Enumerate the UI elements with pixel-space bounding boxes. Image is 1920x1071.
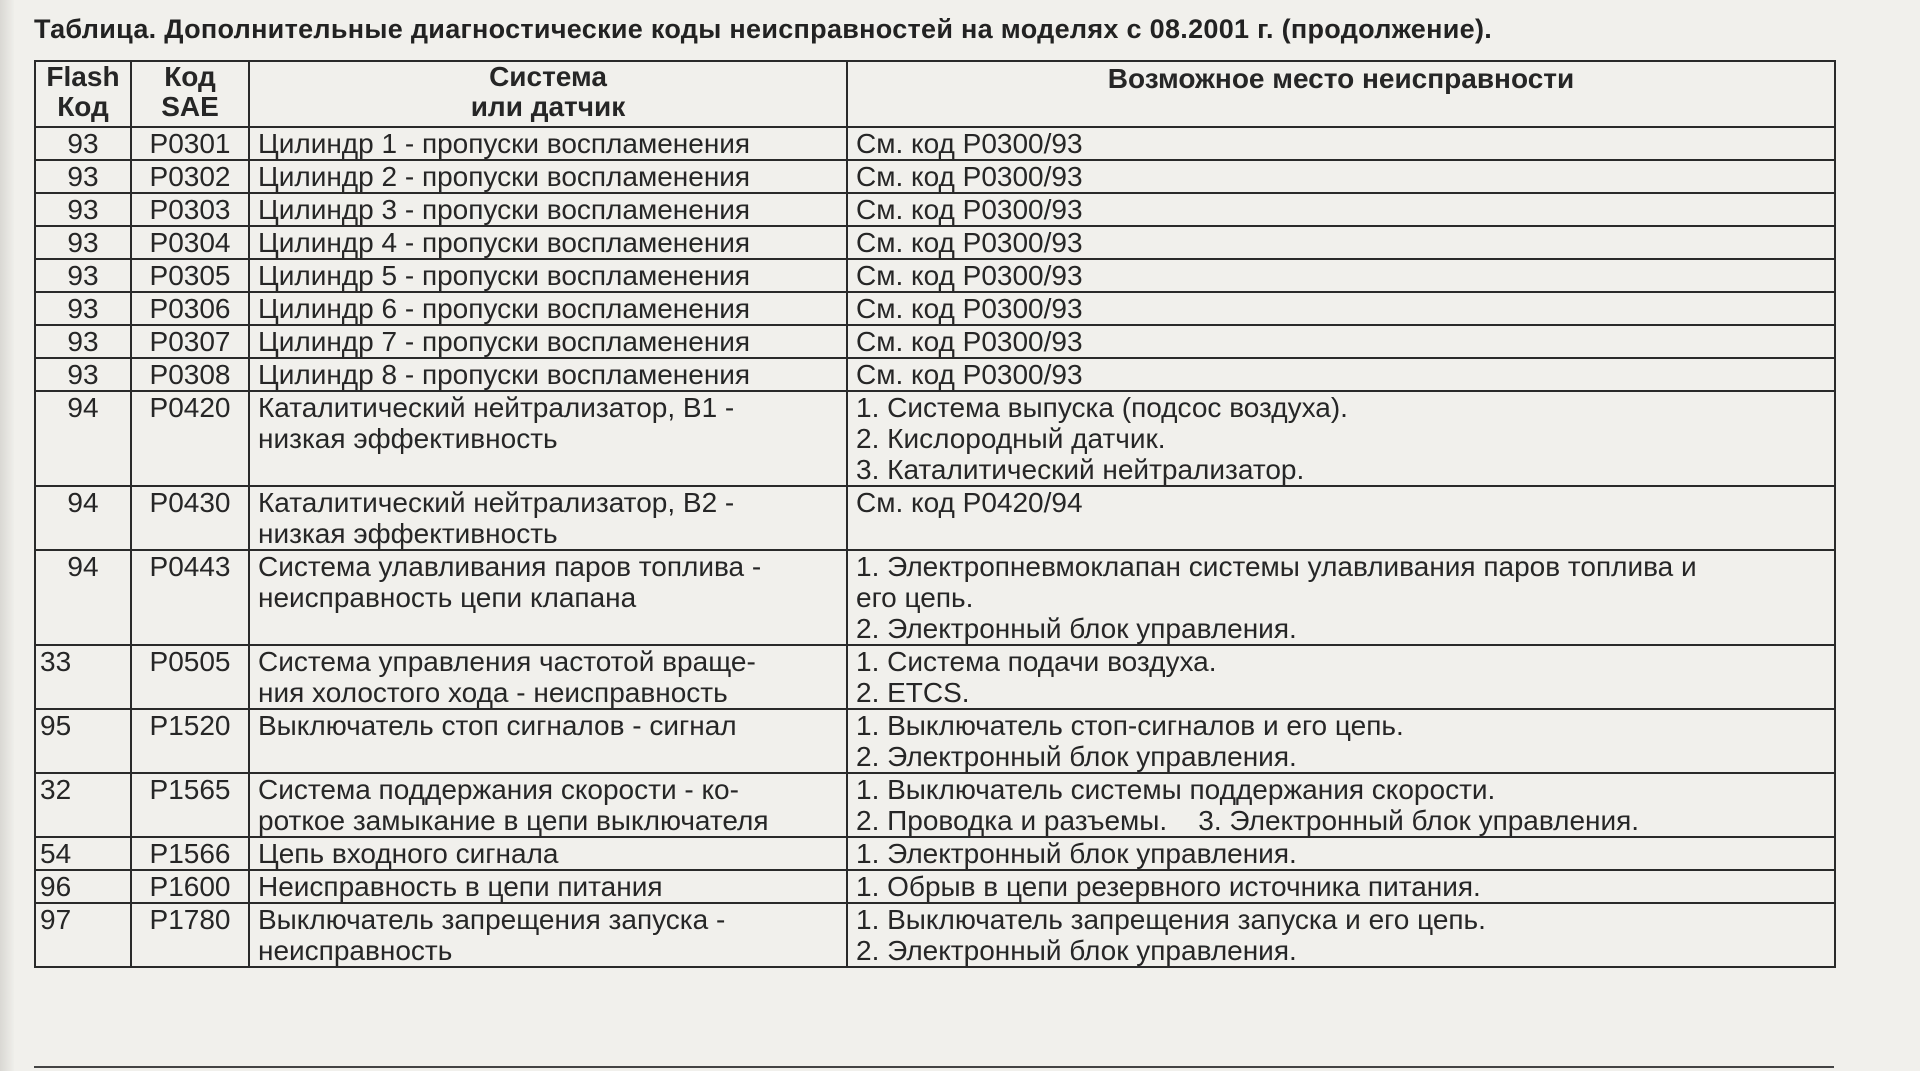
table-row xyxy=(35,160,1835,193)
cell-flash-code: 93 xyxy=(35,193,131,226)
header-row xyxy=(35,61,1835,127)
cell-possible-cause xyxy=(847,259,1835,292)
table-row xyxy=(35,709,1835,773)
cell-system xyxy=(249,837,847,870)
cause-text-line: 2. Электронный блок управления. xyxy=(856,935,1297,966)
cell-flash-code: 54 xyxy=(35,837,131,870)
header-system-line2: или датчик xyxy=(470,91,626,122)
cell-flash-code: 93 xyxy=(35,160,131,193)
cause-text-line: См. код P0300/93 xyxy=(856,359,1083,390)
cause-text-line: 2. Проводка и разъемы. 3. Электронный блок управления. xyxy=(856,805,1640,836)
cell-sae-code: P1600 xyxy=(131,870,249,903)
table-row xyxy=(35,325,1835,358)
cell-flash-code: 93 xyxy=(35,226,131,259)
cell-sae-code: P0303 xyxy=(131,193,249,226)
cell-possible-cause xyxy=(847,550,1835,645)
bottom-rule xyxy=(34,1066,1834,1068)
cause-text-line: См. код P0300/93 xyxy=(856,227,1083,258)
cause-text-line: его цепь. xyxy=(856,582,974,613)
cause-text-line: 1. Электропневмоклапан системы улавливания паров топлива и xyxy=(856,551,1697,582)
cell-sae-code: P0308 xyxy=(131,358,249,391)
system-text-line: Цилиндр 5 - пропуски воспламенения xyxy=(258,260,751,291)
system-text-line: низкая эффективность xyxy=(258,518,558,549)
cell-sae-code: P0307 xyxy=(131,325,249,358)
cause-text-line: 2. Электронный блок управления. xyxy=(856,613,1297,644)
header-sae-line2: SAE xyxy=(161,91,219,122)
cell-system xyxy=(249,127,847,160)
cell-possible-cause xyxy=(847,870,1835,903)
table-row xyxy=(35,773,1835,837)
system-text-line: роткое замыкание в цепи выключателя xyxy=(258,805,769,836)
cell-system xyxy=(249,903,847,967)
cell-system xyxy=(249,486,847,550)
cell-sae-code: P0304 xyxy=(131,226,249,259)
cell-sae-code: P0443 xyxy=(131,550,249,645)
cell-possible-cause xyxy=(847,486,1835,550)
system-text-line: Цилиндр 1 - пропуски воспламенения xyxy=(258,128,751,159)
cause-text-line: 1. Выключатель запрещения запуска и его цепь. xyxy=(856,904,1486,935)
cell-possible-cause xyxy=(847,160,1835,193)
system-text-line: Система улавливания паров топлива - xyxy=(258,551,762,582)
header-system xyxy=(249,61,847,127)
cell-system xyxy=(249,870,847,903)
header-system-line1: Система xyxy=(489,61,607,92)
table-row xyxy=(35,226,1835,259)
header-flash-code xyxy=(35,61,131,127)
cause-text-line: 1. Обрыв в цепи резервного источника питания. xyxy=(856,871,1481,902)
cell-possible-cause xyxy=(847,837,1835,870)
cell-sae-code: P1565 xyxy=(131,773,249,837)
system-text-line: Цилиндр 8 - пропуски воспламенения xyxy=(258,359,751,390)
cell-system xyxy=(249,709,847,773)
cause-text-line: 3. Каталитический нейтрализатор. xyxy=(856,454,1305,485)
cause-text-line: См. код P0300/93 xyxy=(856,194,1083,225)
page-title: Таблица. Дополнительные диагностические коды неисправностей на моделях с 08.2001 г. (продолжение). xyxy=(34,14,1493,44)
cell-flash-code: 93 xyxy=(35,358,131,391)
cell-sae-code: P0306 xyxy=(131,292,249,325)
system-text-line: низкая эффективность xyxy=(258,423,558,454)
cause-text-line: См. код P0300/93 xyxy=(856,161,1083,192)
cell-sae-code: P1520 xyxy=(131,709,249,773)
cell-sae-code: P1566 xyxy=(131,837,249,870)
cell-possible-cause xyxy=(847,292,1835,325)
cell-sae-code: P0505 xyxy=(131,645,249,709)
table-row xyxy=(35,486,1835,550)
cell-possible-cause xyxy=(847,127,1835,160)
table-row xyxy=(35,292,1835,325)
cause-text-line: 1. Выключатель системы поддержания скорости. xyxy=(856,774,1496,805)
header-flash-line1: Flash xyxy=(46,61,120,92)
system-text-line: неисправность xyxy=(258,935,453,966)
system-text-line: Цепь входного сигнала xyxy=(258,838,559,869)
header-sae-code xyxy=(131,61,249,127)
cause-text-line: 1. Система подачи воздуха. xyxy=(856,646,1217,677)
system-text-line: Цилиндр 6 - пропуски воспламенения xyxy=(258,293,751,324)
cell-flash-code: 93 xyxy=(35,292,131,325)
cause-text-line: 1. Электронный блок управления. xyxy=(856,838,1297,869)
table-body xyxy=(35,127,1835,967)
header-possible-cause: Возможное место неисправности xyxy=(847,61,1835,127)
cell-system xyxy=(249,292,847,325)
cause-text-line: См. код P0420/94 xyxy=(856,487,1083,518)
cell-sae-code: P0301 xyxy=(131,127,249,160)
cause-text-line: См. код P0300/93 xyxy=(856,326,1083,357)
header-flash-line2: Код xyxy=(57,91,109,122)
system-text-line: Неисправность в цепи питания xyxy=(258,871,663,902)
cell-sae-code: P1780 xyxy=(131,903,249,967)
cause-text-line: 1. Выключатель стоп-сигналов и его цепь. xyxy=(856,710,1404,741)
page-edge-shadow xyxy=(0,0,14,1071)
cause-text-line: См. код P0300/93 xyxy=(856,128,1083,159)
cell-system xyxy=(249,645,847,709)
cell-flash-code: 93 xyxy=(35,325,131,358)
table-row xyxy=(35,193,1835,226)
cell-flash-code: 93 xyxy=(35,127,131,160)
cell-possible-cause xyxy=(847,773,1835,837)
cell-flash-code: 94 xyxy=(35,550,131,645)
cell-system xyxy=(249,226,847,259)
table-header xyxy=(35,61,1835,127)
system-text-line: Выключатель запрещения запуска - xyxy=(258,904,726,935)
table-row xyxy=(35,127,1835,160)
cause-text-line: См. код P0300/93 xyxy=(856,260,1083,291)
cell-system xyxy=(249,550,847,645)
cell-system xyxy=(249,391,847,486)
cell-flash-code: 33 xyxy=(35,645,131,709)
cell-sae-code: P0420 xyxy=(131,391,249,486)
system-text-line: неисправность цепи клапана xyxy=(258,582,637,613)
system-text-line: Цилиндр 3 - пропуски воспламенения xyxy=(258,194,751,225)
cause-text-line: 2. ETCS. xyxy=(856,677,970,708)
cell-system xyxy=(249,193,847,226)
cell-flash-code: 95 xyxy=(35,709,131,773)
cell-possible-cause xyxy=(847,645,1835,709)
cause-text-line: См. код P0300/93 xyxy=(856,293,1083,324)
system-text-line: Каталитический нейтрализатор, В2 - xyxy=(258,487,735,518)
table-row xyxy=(35,903,1835,967)
cause-text-line: 2. Электронный блок управления. xyxy=(856,741,1297,772)
table-row xyxy=(35,837,1835,870)
cell-possible-cause xyxy=(847,358,1835,391)
table-row xyxy=(35,550,1835,645)
cell-possible-cause xyxy=(847,325,1835,358)
cell-possible-cause xyxy=(847,193,1835,226)
system-text-line: Выключатель стоп сигналов - сигнал xyxy=(258,710,737,741)
system-text-line: Система управления частотой враще- xyxy=(258,646,756,677)
cell-system xyxy=(249,773,847,837)
table-row xyxy=(35,391,1835,486)
cell-possible-cause xyxy=(847,709,1835,773)
system-text-line: Цилиндр 4 - пропуски воспламенения xyxy=(258,227,751,258)
table-row xyxy=(35,259,1835,292)
cell-sae-code: P0302 xyxy=(131,160,249,193)
cause-text-line: 2. Кислородный датчик. xyxy=(856,423,1166,454)
cell-system xyxy=(249,358,847,391)
fault-codes-table xyxy=(34,60,1836,968)
table-row xyxy=(35,645,1835,709)
cell-possible-cause xyxy=(847,903,1835,967)
cell-flash-code: 96 xyxy=(35,870,131,903)
cell-system xyxy=(249,325,847,358)
table-row xyxy=(35,870,1835,903)
cell-flash-code: 32 xyxy=(35,773,131,837)
table-container xyxy=(34,60,1834,968)
cell-possible-cause xyxy=(847,226,1835,259)
cell-flash-code: 94 xyxy=(35,391,131,486)
cell-system xyxy=(249,160,847,193)
cell-flash-code: 93 xyxy=(35,259,131,292)
table-row xyxy=(35,358,1835,391)
header-sae-line1: Код xyxy=(164,61,216,92)
cell-sae-code: P0305 xyxy=(131,259,249,292)
system-text-line: ния холостого хода - неисправность xyxy=(258,677,728,708)
cause-text-line: 1. Система выпуска (подсос воздуха). xyxy=(856,392,1348,423)
cell-possible-cause xyxy=(847,391,1835,486)
cell-flash-code: 97 xyxy=(35,903,131,967)
system-text-line: Каталитический нейтрализатор, В1 - xyxy=(258,392,735,423)
cell-sae-code: P0430 xyxy=(131,486,249,550)
system-text-line: Цилиндр 7 - пропуски воспламенения xyxy=(258,326,751,357)
system-text-line: Система поддержания скорости - ко- xyxy=(258,774,739,805)
cell-flash-code: 94 xyxy=(35,486,131,550)
system-text-line: Цилиндр 2 - пропуски воспламенения xyxy=(258,161,751,192)
cell-system xyxy=(249,259,847,292)
